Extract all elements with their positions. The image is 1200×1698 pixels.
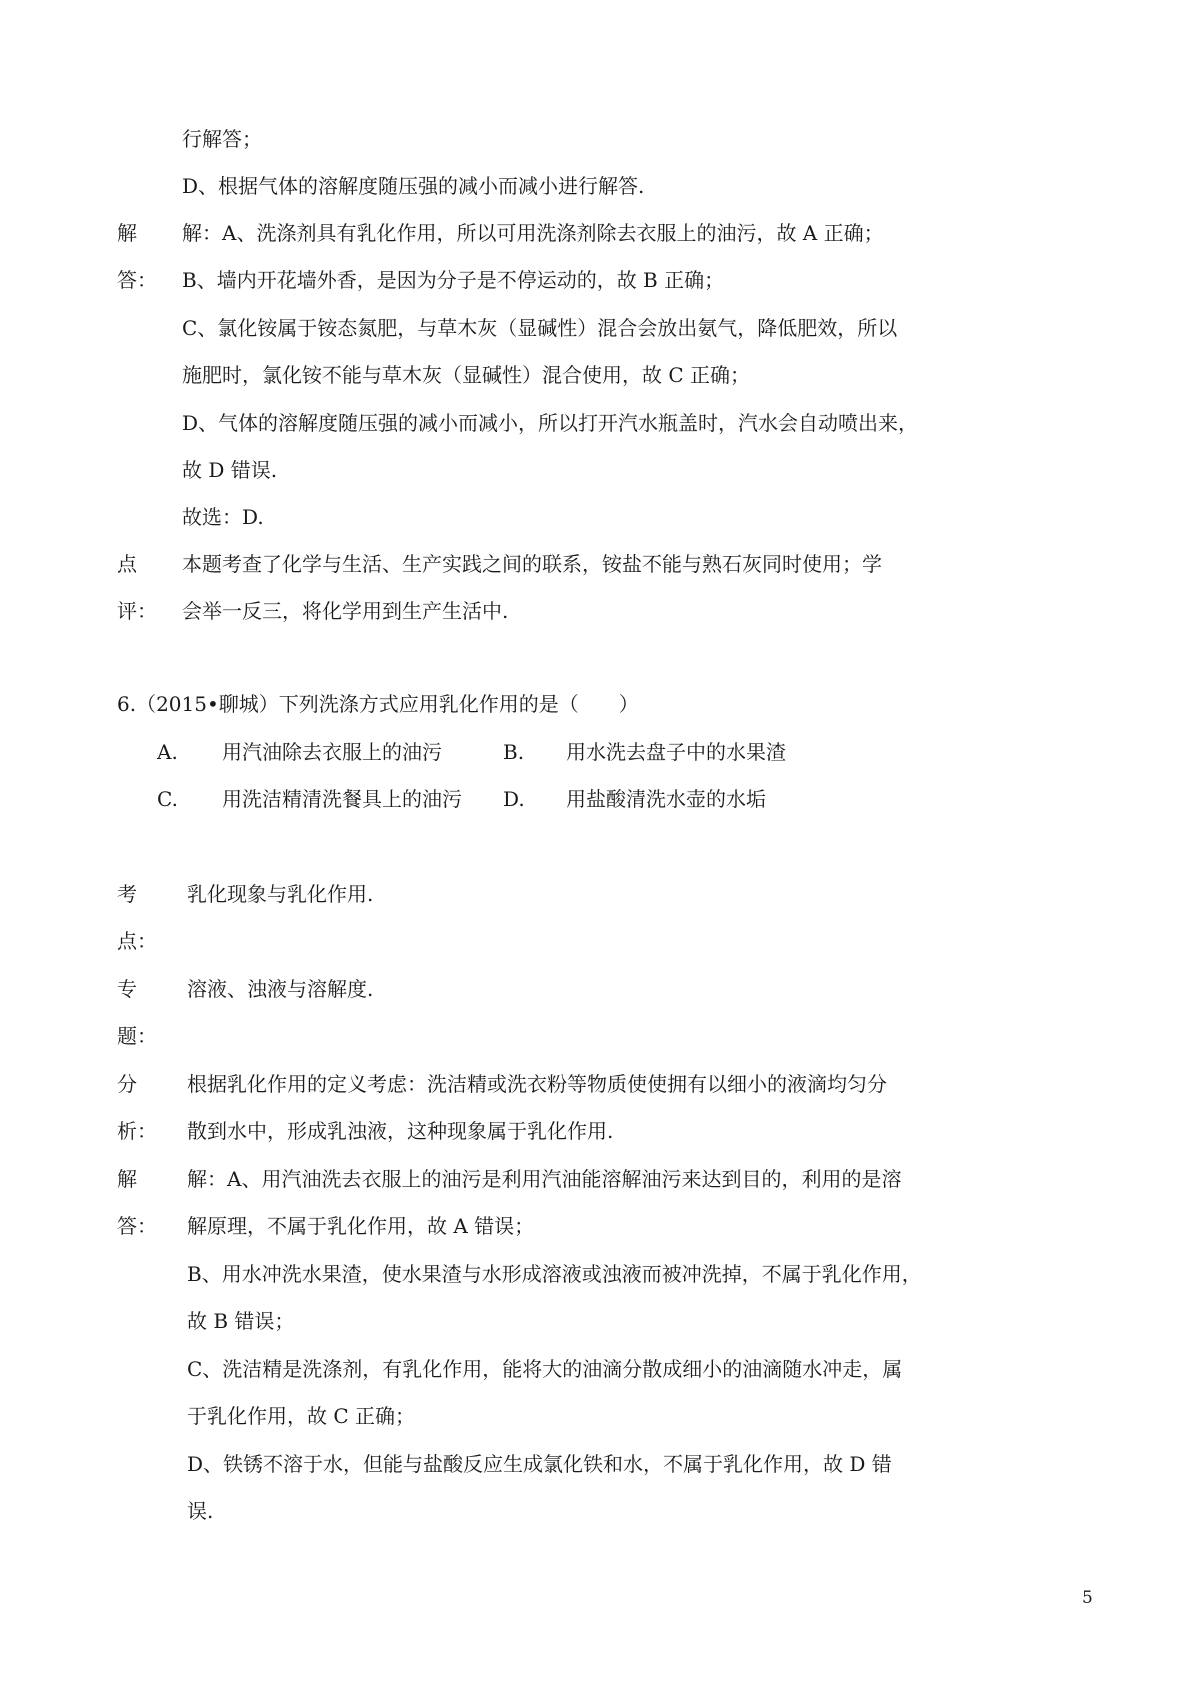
answer-line: B、墙内开花墙外香，是因为分子是不停运动的，故 B 正确；: [182, 268, 725, 292]
analysis-tail-line: 行解答；: [182, 127, 262, 151]
answer-line: 解：A、洗涤剂具有乳化作用，所以可用洗涤剂除去衣服上的油污，故 A 正确；: [182, 221, 884, 245]
jieda-label-1: 解: [117, 221, 137, 245]
jieda-label-2: 答：: [117, 1214, 157, 1238]
answer-line: C、洗洁精是洗涤剂，有乳化作用，能将大的油滴分散成细小的油滴随水冲走，属: [187, 1357, 903, 1381]
answer-line: 解原理，不属于乳化作用，故 A 错误；: [187, 1214, 535, 1238]
answer-line: 故选：D.: [182, 505, 264, 529]
fenxi-label-1: 分: [117, 1072, 137, 1096]
answer-line: 误.: [187, 1499, 214, 1523]
option-b-text: 用水洗去盘子中的水果渣: [566, 740, 786, 764]
analysis-d-line: D、根据气体的溶解度随压强的减小而减小进行解答.: [182, 174, 645, 198]
answer-line: D、气体的溶解度随压强的减小而减小，所以打开汽水瓶盖时，汽水会自动喷出来，: [182, 411, 919, 435]
answer-line: 解：A、用汽油洗去衣服上的油污是利用汽油能溶解油污来达到目的，利用的是溶: [187, 1167, 902, 1191]
zhuanti-label-1: 专: [117, 977, 137, 1001]
answer-line: 故 D 错误.: [182, 458, 278, 482]
fenxi-line: 根据乳化作用的定义考虑：洗洁精或洗衣粉等物质使使拥有以细小的液滴均匀分: [187, 1072, 887, 1096]
answer-line: 于乳化作用，故 C 正确；: [187, 1404, 416, 1428]
answer-line: D、铁锈不溶于水，但能与盐酸反应生成氯化铁和水，不属于乳化作用，故 D 错: [187, 1452, 892, 1476]
fenxi-line: 散到水中，形成乳浊液，这种现象属于乳化作用.: [187, 1119, 614, 1143]
option-a-letter: A.: [157, 740, 178, 764]
kaodian-text: 乳化现象与乳化作用.: [187, 882, 374, 906]
option-c-letter: C.: [157, 787, 178, 811]
option-d-text: 用盐酸清洗水壶的水垢: [566, 787, 766, 811]
zhuanti-label-2: 题：: [117, 1024, 157, 1048]
option-d-letter: D.: [503, 787, 525, 811]
zhuanti-text: 溶液、浊液与溶解度.: [187, 977, 374, 1001]
dianping-label-1: 点: [117, 552, 137, 576]
answer-line: 故 B 错误；: [187, 1309, 295, 1333]
jieda-label-1: 解: [117, 1167, 137, 1191]
option-c-text: 用洗洁精清洗餐具上的油污: [222, 787, 462, 811]
kaodian-label-1: 考: [117, 882, 137, 906]
answer-line: 施肥时，氯化铵不能与草木灰（显碱性）混合使用，故 C 正确；: [182, 363, 751, 387]
fenxi-label-2: 析：: [117, 1119, 157, 1143]
comment-line: 会举一反三，将化学用到生产生活中.: [182, 599, 509, 623]
option-b-letter: B.: [503, 740, 525, 764]
option-a-text: 用汽油除去衣服上的油污: [222, 740, 442, 764]
answer-line: B、用水冲洗水果渣，使水果渣与水形成溶液或浊液而被冲洗掉，不属于乳化作用，: [187, 1262, 922, 1286]
dianping-label-2: 评：: [117, 599, 157, 623]
page-number: 5: [1082, 1588, 1093, 1608]
kaodian-label-2: 点：: [117, 929, 157, 953]
answer-line: C、氯化铵属于铵态氮肥，与草木灰（显碱性）混合会放出氨气，降低肥效，所以: [182, 316, 898, 340]
comment-line: 本题考查了化学与生活、生产实践之间的联系，铵盐不能与熟石灰同时使用；学: [182, 552, 882, 576]
question-stem: 6.（2015•聊城）下列洗涤方式应用乳化作用的是（ ）: [117, 692, 639, 716]
jieda-label-2: 答：: [117, 268, 157, 292]
